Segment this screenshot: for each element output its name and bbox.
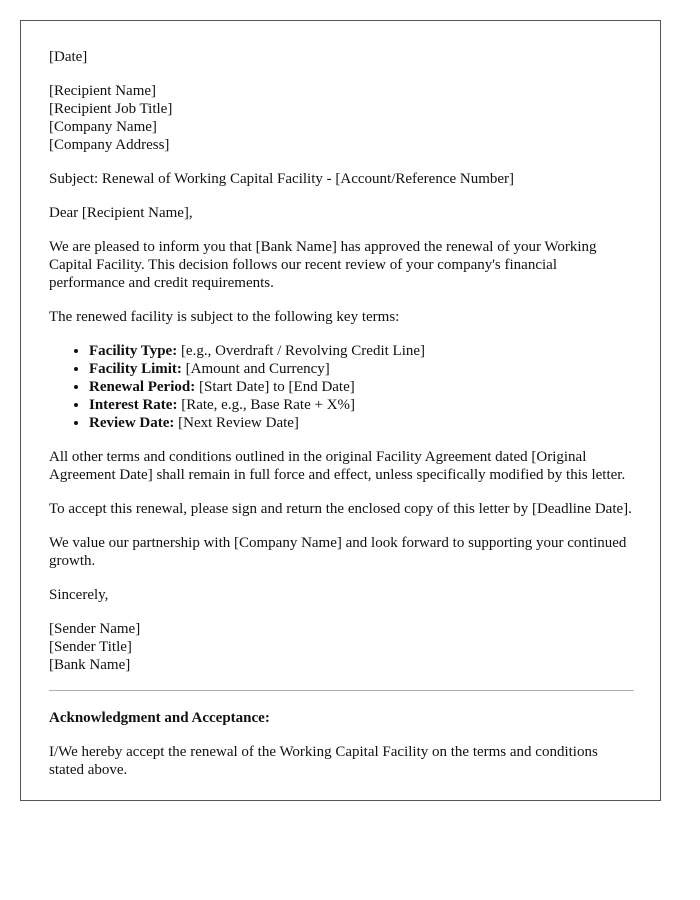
term-item bbox=[89, 360, 634, 378]
acknowledgment-heading: Acknowledgment and Acceptance: bbox=[49, 710, 270, 726]
sender-title: [Sender Title] bbox=[49, 639, 132, 655]
accept-instruction-paragraph: To accept this renewal, please sign and return the enclosed copy of this letter by [Deadline Date]. bbox=[49, 501, 632, 517]
signoff: Sincerely, bbox=[49, 587, 109, 603]
term-label: Interest Rate: bbox=[89, 397, 178, 413]
sender-bank: [Bank Name] bbox=[49, 657, 131, 673]
terms-intro: The renewed facility is subject to the following key terms: bbox=[49, 309, 400, 325]
recipient-company: [Company Name] bbox=[49, 119, 157, 135]
closing-paragraph: We value our partnership with [Company Name] and look forward to supporting your continued growth. bbox=[49, 535, 627, 569]
term-value: [Amount and Currency] bbox=[181, 361, 330, 377]
recipient-address: [Company Address] bbox=[49, 137, 170, 153]
term-label: Review Date: bbox=[89, 415, 175, 431]
intro-paragraph: We are pleased to inform you that [Bank Name] has approved the renewal of your Working Capital Facility. This decision follows our recent review of your company's financial performance and credit requirements. bbox=[49, 239, 597, 291]
sender-name: [Sender Name] bbox=[49, 621, 141, 637]
term-label: Renewal Period: bbox=[89, 379, 196, 395]
term-item bbox=[89, 414, 634, 432]
letter-page bbox=[20, 20, 661, 801]
acknowledgment-text: I/We hereby accept the renewal of the Working Capital Facility on the terms and conditions stated above. bbox=[49, 744, 598, 778]
sender-block bbox=[49, 620, 634, 674]
letter-salutation: Dear [Recipient Name], bbox=[49, 205, 193, 221]
term-value: [Rate, e.g., Base Rate + X%] bbox=[177, 397, 356, 413]
letter-subject: Subject: Renewal of Working Capital Facility - [Account/Reference Number] bbox=[49, 171, 515, 187]
term-value: [Start Date] to [End Date] bbox=[195, 379, 355, 395]
terms-list bbox=[49, 342, 634, 432]
recipient-job-title: [Recipient Job Title] bbox=[49, 101, 173, 117]
letter-date: [Date] bbox=[49, 49, 88, 65]
term-item bbox=[89, 378, 634, 396]
section-divider bbox=[49, 690, 634, 691]
recipient-block bbox=[49, 82, 634, 154]
term-value: [e.g., Overdraft / Revolving Credit Line] bbox=[177, 343, 426, 359]
term-value: [Next Review Date] bbox=[174, 415, 299, 431]
letter-content bbox=[49, 48, 634, 795]
term-item bbox=[89, 342, 634, 360]
recipient-name: [Recipient Name] bbox=[49, 83, 157, 99]
term-label: Facility Type: bbox=[89, 343, 178, 359]
term-item bbox=[89, 396, 634, 414]
term-label: Facility Limit: bbox=[89, 361, 182, 377]
other-terms-paragraph: All other terms and conditions outlined in the original Facility Agreement dated [Original Agreement Date] shall remain in full force and effect, unless specifically modified by this letter. bbox=[49, 449, 626, 483]
